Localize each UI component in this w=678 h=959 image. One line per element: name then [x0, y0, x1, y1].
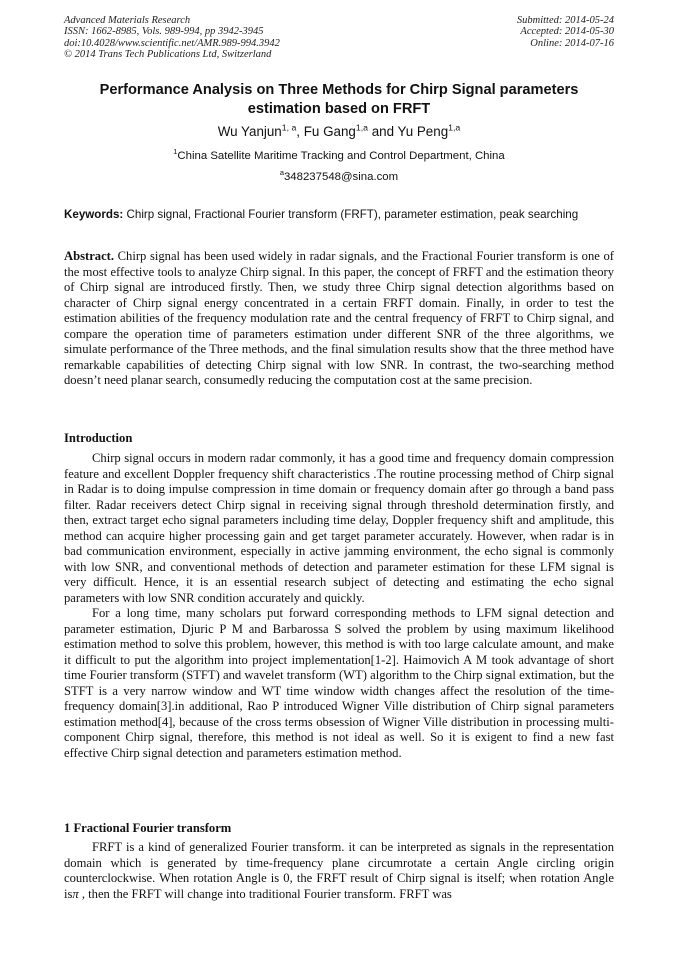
journal-name: Advanced Materials Research: [64, 15, 191, 26]
section-1-body: [64, 840, 614, 902]
author-sep-1: ,: [296, 124, 304, 139]
section-1-heading: 1 Fractional Fourier transform: [64, 821, 232, 835]
email-marker: a: [279, 168, 284, 178]
affiliation-text: China Satellite Maritime Tracking and Control Department, China: [177, 150, 505, 162]
pi-symbol: π: [72, 886, 79, 901]
email-text: 348237548@sina.com: [283, 171, 399, 183]
abstract: [64, 249, 614, 389]
paper-title: [50, 81, 628, 119]
author-3-affil: 1,a: [448, 122, 461, 133]
section-1-text-b: , then the FRFT will change into traditional Fourier transform. FRFT was: [78, 886, 452, 901]
intro-paragraph-1: Chirp signal occurs in modern radar commonly, it has a good time and frequency domain compression feature and excellent Doppler frequency shift characteristics .The routine processing method of Chirp signal in Radar is to doing impulse compression in time domain or frequency domain after go through a band pass filter. Radar receivers detect Chirp signal in receiving signal through threshold determination firstly, and then, extract target echo signal parameters including time delay, Doppler frequency shift and amplitude, this method can acquire higher processing gain and get target parameter accurately. However, when radar is in bad communication environment, especially in active jamming environment, the echo signal is commonly with low SNR, and conventional methods of detection and parameter estimation for these LFM signal is very difficult. Hence, it is an essential research subject of detecting and estimating the echo signal parameters with low SNR condition accurately and quickly.: [64, 451, 614, 605]
abstract-text: Chirp signal has been used widely in radar signals, and the Fractional Fourier transform is one of the most effective tools to analyze Chirp signal. In this paper, the concept of FRFT and the estimation theory of Chirp signal are introduced firstly. Then, we study three Chirp signal detection algorithms based on character of Chirp signal energy concentrated in a certain FRFT domain. Finally, in order to test the estimation abilities of the frequency modulation rate and the central frequency of FRFT to Chirp signal, and compare the operation time of parameters estimation under different SNR of the three algorithms, we simulate performance of the Three methods, and the final simulation results show that the three method have remarkable capabilities of detecting Chirp signal with low SNR. In contrast, the two-searching method doesn’t need planar search, consumedly reducing the computation cost at the same precision.: [64, 249, 614, 387]
title-line-1: Performance Analysis on Three Methods for Chirp Signal parameters: [99, 82, 579, 98]
author-1-affil: 1, a: [281, 122, 297, 133]
author-2: Fu Gang: [303, 124, 356, 139]
affiliation: [0, 148, 678, 164]
introduction-body: [64, 451, 614, 761]
abstract-label: Abstract.: [64, 249, 115, 263]
submitted-date: Submitted: 2014-05-24: [516, 15, 614, 26]
title-line-2: estimation based on FRFT: [247, 101, 431, 117]
doi-line: doi:10.4028/www.scientific.net/AMR.989-994.3942: [64, 37, 280, 49]
issn-line: ISSN: 1662-8985, Vols. 989-994, pp 3942-3945: [64, 26, 264, 38]
intro-paragraph-2: For a long time, many scholars put forward corresponding methods to LFM signal detection and parameter estimation, Djuric P M and Barbarossa S solved the problem by using maximum likelihood estimation method to solve this problem, however, this method is with too large calculate amount, and make it difficult to put the algorithm into project implementation[1-2]. Haimovich A M took advantage of short time Fourier transform (STFT) and wavelet transform (WT) algorithm to the Chirp signal extimation, but the STFT is a very narrow window and WT time window width changes affect the resolution of the time-frequency domain[3].in additional, Rao P introduced Wigner Ville distribution of Chirp signal parameters estimation method[4], because of the cross terms obsession of Wigner Ville distribution in processing multi-component Chirp signal, therefore, this method is not ideal as well. So it is exigent to find a new fast effective Chirp signal detection and parameters estimation method.: [64, 606, 614, 760]
copyright-line: © 2014 Trans Tech Publications Ltd, Switzerland: [64, 48, 272, 60]
section-1-paragraph-1: [64, 840, 614, 902]
accepted-date: Accepted: 2014-05-30: [520, 26, 614, 38]
author-sep-2: and: [367, 124, 398, 139]
keywords-text: Chirp signal, Fractional Fourier transform (FRFT), parameter estimation, peak searching: [123, 208, 579, 221]
introduction-heading: Introduction: [64, 431, 133, 445]
keywords-label: Keywords:: [64, 208, 124, 221]
author-email: [0, 169, 678, 185]
author-3: Yu Peng: [397, 124, 449, 139]
affiliation-marker: 1: [173, 147, 178, 157]
author-1: Wu Yanjun: [217, 124, 282, 139]
author-list: [0, 123, 678, 141]
online-date: Online: 2014-07-16: [530, 37, 614, 49]
author-2-affil: 1,a: [355, 122, 368, 133]
section-1-text-a: FRFT is a kind of generalized Fourier transform. it can be interpreted as signals in the representation domain which is generated by time-frequency plane circumrotate a certain Angle circling origin counterclockwise. When rotation Angle is 0, the FRFT result of Chirp signal is itself; when rotation Angle is: [64, 840, 614, 901]
keywords: [64, 207, 614, 223]
journal-header-left: [64, 15, 280, 60]
journal-header-right: [517, 15, 614, 49]
